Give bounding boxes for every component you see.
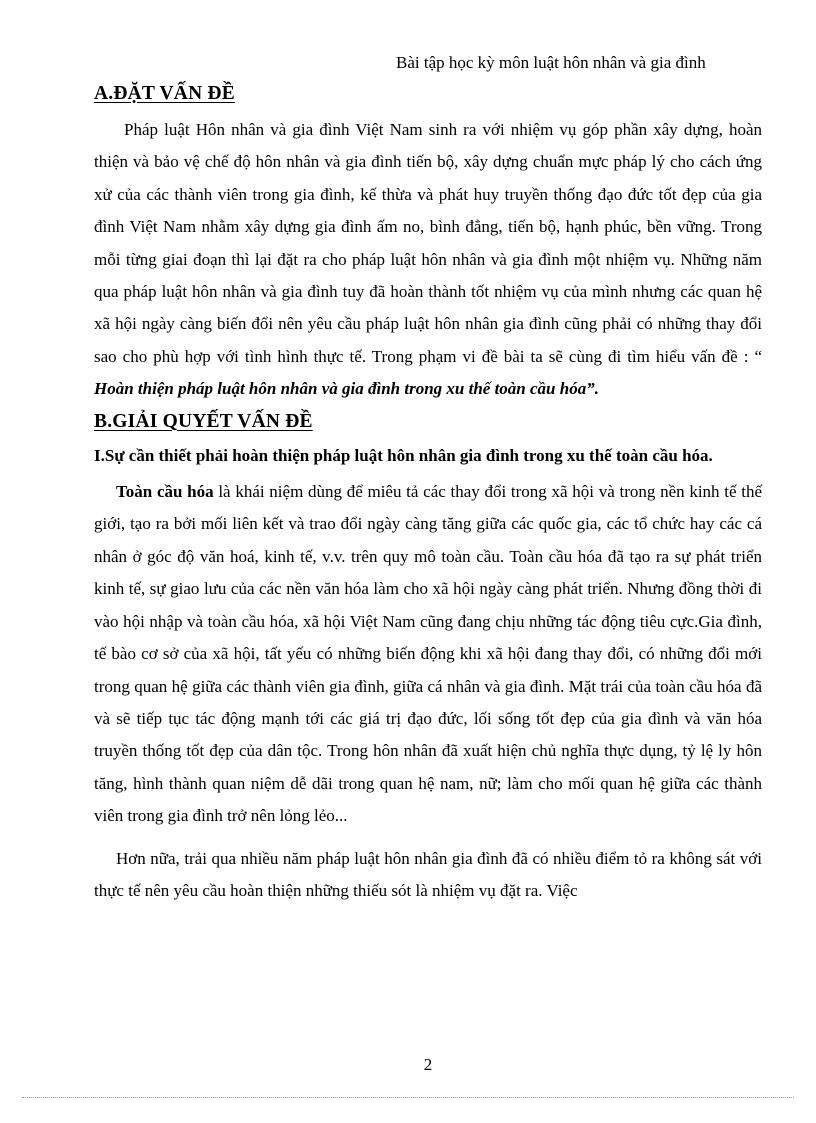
section-b-title: B.GIẢI QUYẾT VẤN ĐỀ [94, 410, 313, 432]
paragraph-gap [94, 833, 762, 843]
page-number: 2 [423, 1055, 433, 1074]
section-b-paragraph-1-text: là khái niệm dùng để miêu tả các thay đổi trong xã hội và trong nền kinh tế thế giới, tạo ra bởi mối liên kết và trao đổi ngày càng tăng giữa các quốc gia, các tổ chức hay các cá nhân ở góc độ văn hoá, kinh tế, v.v. trên quy mô toàn cầu. Toàn cầu hóa đã tạo ra sự phát triển kinh tế, sự giao lưu của các nền văn hóa làm cho xã hội ngày càng phát triển. Nhưng đồng thời đi vào hội nhập và toàn cầu hóa, xã hội Việt Nam cũng đang chịu những tác động tiêu cực.Gia đình, tế bào cơ sở của xã hội, tất yếu có những biến động khi xã hội đang thay đổi, có những đổi mới trong quan hệ giữa các thành viên gia đình, giữa cá nhân và gia đình. Mặt trái của toàn cầu hóa đã và sẽ tiếp tục tác động mạnh tới các giá trị đạo đức, lối sống tốt đẹp của gia đình và văn hóa truyền thống tốt đẹp của dân tộc. Trong hôn nhân đã xuất hiện chủ nghĩa thực dụng, tỷ lệ ly hôn tăng, hình thành quan niệm dễ dãi trong quan hệ nam, nữ; làm cho mối quan hệ giữa các thành viên trong gia đình trở nên lỏng lẻo... [94, 482, 763, 826]
running-header: Bài tập học kỳ môn luật hôn nhân và gia đình [396, 53, 706, 72]
footer-divider [22, 1097, 794, 1098]
topic-title-emphasis: Hoàn thiện pháp luật hôn nhân và gia đình trong xu thế toàn cầu hóa”. [94, 379, 599, 399]
section-b-paragraph-1 [94, 476, 762, 832]
section-b-subheading: I.Sự cần thiết phải hoàn thiện pháp luật hôn nhân gia đình trong xu thế toàn cầu hóa. [94, 445, 713, 465]
term-globalization: Toàn cầu hóa [116, 482, 214, 502]
section-b-paragraph-2: Hơn nữa, trải qua nhiều năm pháp luật hôn nhân gia đình đã có nhiều điểm tỏ ra không sát với thực tế nên yêu cầu hoàn thiện những thiếu sót là nhiệm vụ đặt ra. Việc [94, 848, 762, 900]
page-content [94, 78, 762, 907]
section-a-title: A.ĐẶT VẤN ĐỀ [94, 83, 235, 104]
section-a-paragraph-text: Pháp luật Hôn nhân và gia đình Việt Nam sinh ra với nhiệm vụ góp phần xây dựng, hoàn thiện và bảo vệ chế độ hôn nhân và gia đình tiến bộ, xây dựng chuẩn mực pháp lý cho cách ứng xử của các thành viên trong gia đình, kế thừa và phát huy truyền thống đạo đức tốt đẹp của gia đình Việt Nam nhằm xây dựng gia đình ấm no, bình đẳng, tiến bộ, hạnh phúc, bền vững. Trong mỗi từng giai đoạn thì lại đặt ra cho pháp luật hôn nhân và gia đình một nhiệm vụ. Những năm qua pháp luật hôn nhân và gia đình tuy đã hoàn thành tốt nhiệm vụ của mình nhưng các quan hệ xã hội ngày càng biến đổi nên yêu cầu pháp luật hôn nhân gia đình cũng phải có những thay đổi sao cho phù hợp với tình hình thực tế. Trong phạm vi đề bài ta sẽ cùng đi tìm hiểu vấn đề : “ [94, 120, 762, 366]
section-a-paragraph [94, 114, 762, 406]
